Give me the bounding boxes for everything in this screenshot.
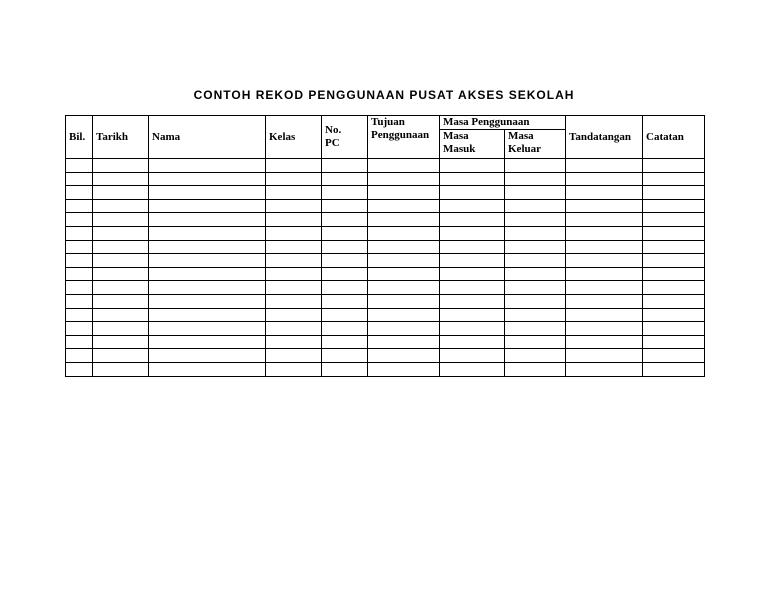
table-cell: [266, 281, 322, 295]
table-cell: [149, 172, 266, 186]
table-cell: [93, 308, 149, 322]
table-cell: [566, 240, 643, 254]
table-cell: [566, 322, 643, 336]
table-cell: [505, 172, 566, 186]
table-cell: [322, 349, 368, 363]
table-cell: [368, 294, 440, 308]
table-cell: [368, 199, 440, 213]
table-cell: [66, 172, 93, 186]
table-cell: [566, 213, 643, 227]
table-cell: [66, 213, 93, 227]
table-cell: [266, 172, 322, 186]
table-cell: [505, 267, 566, 281]
table-row: [66, 159, 705, 173]
table-cell: [266, 322, 322, 336]
header-no-pc-line2: PC: [325, 137, 340, 149]
table-cell: [566, 294, 643, 308]
table-row: [66, 199, 705, 213]
table-cell: [66, 159, 93, 173]
table-cell: [566, 254, 643, 268]
table-cell: [66, 362, 93, 376]
table-cell: [66, 335, 93, 349]
table-row: [66, 281, 705, 295]
header-nama: Nama: [149, 116, 266, 159]
table-cell: [93, 159, 149, 173]
header-bil: Bil.: [66, 116, 93, 159]
table-cell: [149, 267, 266, 281]
table-cell: [643, 362, 705, 376]
table-cell: [440, 294, 505, 308]
table-cell: [322, 172, 368, 186]
table-cell: [566, 308, 643, 322]
table-cell: [66, 322, 93, 336]
table-cell: [93, 349, 149, 363]
table-row: [66, 213, 705, 227]
table-cell: [149, 335, 266, 349]
table-cell: [93, 254, 149, 268]
table-cell: [322, 267, 368, 281]
table-cell: [149, 159, 266, 173]
table-cell: [322, 199, 368, 213]
table-row: [66, 335, 705, 349]
table-body: [66, 159, 705, 377]
table-row: [66, 349, 705, 363]
table-cell: [368, 172, 440, 186]
table-cell: [440, 322, 505, 336]
table-cell: [368, 322, 440, 336]
table-cell: [93, 186, 149, 200]
table-cell: [368, 281, 440, 295]
table-row: [66, 267, 705, 281]
table-cell: [566, 226, 643, 240]
table-cell: [266, 213, 322, 227]
table-cell: [505, 240, 566, 254]
table-cell: [66, 308, 93, 322]
header-masa-keluar-line1: Masa: [508, 130, 534, 142]
table-cell: [566, 267, 643, 281]
table-cell: [505, 254, 566, 268]
table-cell: [322, 322, 368, 336]
table-cell: [643, 335, 705, 349]
table-cell: [266, 159, 322, 173]
header-masa-masuk: [440, 130, 505, 159]
table-cell: [368, 213, 440, 227]
table-row: [66, 254, 705, 268]
table-cell: [149, 226, 266, 240]
table-cell: [505, 213, 566, 227]
table-cell: [368, 159, 440, 173]
table-row: [66, 294, 705, 308]
table-cell: [440, 213, 505, 227]
table-cell: [505, 349, 566, 363]
table-cell: [440, 349, 505, 363]
table-cell: [66, 226, 93, 240]
table-cell: [322, 308, 368, 322]
table-cell: [643, 159, 705, 173]
table-cell: [566, 199, 643, 213]
table-cell: [149, 322, 266, 336]
table-cell: [440, 362, 505, 376]
header-masa-keluar: [505, 130, 566, 159]
table-cell: [66, 240, 93, 254]
table-cell: [322, 226, 368, 240]
table-cell: [440, 254, 505, 268]
table-cell: [149, 186, 266, 200]
table-cell: [440, 281, 505, 295]
table-cell: [505, 186, 566, 200]
table-cell: [266, 335, 322, 349]
table-cell: [266, 186, 322, 200]
table-cell: [149, 254, 266, 268]
table-cell: [266, 294, 322, 308]
table-cell: [66, 281, 93, 295]
table-row: [66, 240, 705, 254]
table-cell: [93, 322, 149, 336]
table-cell: [440, 186, 505, 200]
header-masa-penggunaan: Masa Penggunaan: [440, 116, 566, 130]
table-cell: [368, 308, 440, 322]
table-cell: [322, 294, 368, 308]
table-cell: [66, 199, 93, 213]
table-cell: [643, 186, 705, 200]
table-cell: [266, 199, 322, 213]
table-cell: [643, 240, 705, 254]
table-cell: [93, 240, 149, 254]
table-cell: [566, 335, 643, 349]
header-tarikh: Tarikh: [93, 116, 149, 159]
table-row: [66, 322, 705, 336]
table-cell: [505, 308, 566, 322]
table-cell: [643, 213, 705, 227]
table-cell: [149, 213, 266, 227]
table-cell: [368, 349, 440, 363]
table-cell: [66, 186, 93, 200]
table-cell: [322, 362, 368, 376]
table-cell: [266, 308, 322, 322]
table-cell: [440, 240, 505, 254]
table-cell: [368, 226, 440, 240]
table-cell: [149, 362, 266, 376]
table-cell: [93, 362, 149, 376]
table-cell: [566, 362, 643, 376]
table-cell: [266, 267, 322, 281]
header-tandatangan: Tandatangan: [566, 116, 643, 159]
header-kelas: Kelas: [266, 116, 322, 159]
table-cell: [368, 240, 440, 254]
header-no-pc-line1: No.: [325, 124, 342, 136]
table-cell: [66, 254, 93, 268]
table-cell: [643, 281, 705, 295]
header-tujuan-line1: Tujuan: [371, 116, 405, 128]
table-cell: [505, 362, 566, 376]
table-cell: [566, 172, 643, 186]
header-catatan: Catatan: [643, 116, 705, 159]
table-cell: [66, 349, 93, 363]
table-cell: [440, 172, 505, 186]
table-cell: [505, 281, 566, 295]
table-row: [66, 172, 705, 186]
header-tujuan-line2: Penggunaan: [371, 129, 430, 141]
table-cell: [266, 226, 322, 240]
table-cell: [93, 199, 149, 213]
table-cell: [440, 308, 505, 322]
table-cell: [149, 349, 266, 363]
table-cell: [368, 186, 440, 200]
table-cell: [266, 240, 322, 254]
table-cell: [643, 349, 705, 363]
table-cell: [149, 308, 266, 322]
table-cell: [322, 281, 368, 295]
table-row: [66, 308, 705, 322]
table-cell: [66, 267, 93, 281]
usage-record-table: [65, 115, 705, 377]
page-title: CONTOH REKOD PENGGUNAAN PUSAT AKSES SEKOLAH: [193, 88, 575, 102]
table-cell: [440, 226, 505, 240]
table-cell: [322, 186, 368, 200]
table-cell: [66, 294, 93, 308]
table-cell: [93, 226, 149, 240]
table-row: [66, 186, 705, 200]
table-cell: [505, 199, 566, 213]
table-cell: [368, 362, 440, 376]
table-cell: [368, 335, 440, 349]
header-tujuan-penggunaan: [368, 116, 440, 159]
table-row: [66, 226, 705, 240]
table-cell: [266, 349, 322, 363]
table-cell: [93, 172, 149, 186]
table-cell: [643, 254, 705, 268]
table-cell: [505, 322, 566, 336]
table-cell: [643, 199, 705, 213]
table-cell: [505, 159, 566, 173]
header-no-pc: [322, 116, 368, 159]
table-cell: [566, 281, 643, 295]
table-cell: [322, 213, 368, 227]
table-cell: [149, 281, 266, 295]
table-cell: [368, 267, 440, 281]
table-cell: [440, 267, 505, 281]
table-cell: [266, 362, 322, 376]
table-cell: [643, 267, 705, 281]
table-row: [66, 362, 705, 376]
table-cell: [322, 240, 368, 254]
table-cell: [566, 186, 643, 200]
table-cell: [566, 349, 643, 363]
table-cell: [505, 294, 566, 308]
table-cell: [149, 294, 266, 308]
table-cell: [93, 294, 149, 308]
table-cell: [149, 199, 266, 213]
header-masa-masuk-line2: Masuk: [443, 143, 476, 155]
table-cell: [93, 213, 149, 227]
table-cell: [643, 294, 705, 308]
table-cell: [643, 322, 705, 336]
table-cell: [322, 254, 368, 268]
table-cell: [93, 335, 149, 349]
table-cell: [322, 335, 368, 349]
table-cell: [93, 267, 149, 281]
table-cell: [643, 226, 705, 240]
table-cell: [505, 226, 566, 240]
table-cell: [266, 254, 322, 268]
header-masa-keluar-line2: Keluar: [508, 143, 541, 155]
table-cell: [440, 159, 505, 173]
table-cell: [643, 308, 705, 322]
table-cell: [440, 335, 505, 349]
table-cell: [149, 240, 266, 254]
table-cell: [566, 159, 643, 173]
table-cell: [322, 159, 368, 173]
table-cell: [440, 199, 505, 213]
header-masa-masuk-line1: Masa: [443, 130, 469, 142]
table-cell: [368, 254, 440, 268]
table-cell: [505, 335, 566, 349]
table-cell: [93, 281, 149, 295]
table-cell: [643, 172, 705, 186]
